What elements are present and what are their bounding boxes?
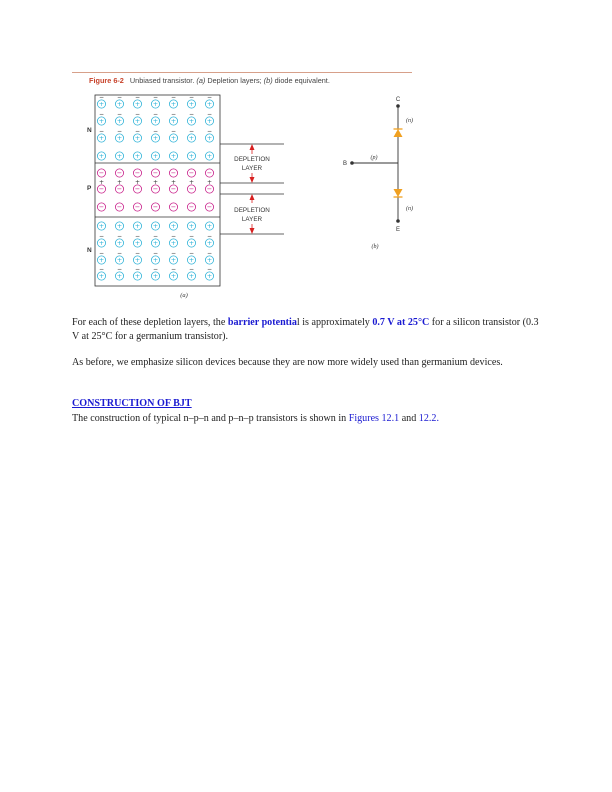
caption-text-1: Unbiased transistor. bbox=[129, 76, 197, 85]
p1-text-middle: l is approximately bbox=[296, 317, 373, 328]
donor-r10-c0-ion-sign: + bbox=[98, 272, 105, 281]
acceptor-r5-c1-ion-sign: − bbox=[116, 185, 123, 194]
base-region-tag: (p) bbox=[370, 155, 378, 161]
free-hole: + bbox=[206, 178, 213, 186]
free-electron: − bbox=[116, 93, 123, 101]
free-electron: − bbox=[152, 127, 159, 135]
donor-r10-c1-ion-sign: + bbox=[116, 272, 123, 281]
barrier-value: 0.7 V at 25°C bbox=[372, 317, 430, 328]
free-electron: − bbox=[170, 93, 177, 101]
donor-r8-c1-ion-sign: + bbox=[116, 239, 123, 248]
donor-r8-c3-ion-sign: + bbox=[152, 239, 159, 248]
donor-r7-c3-ion-sign: + bbox=[152, 222, 159, 231]
paragraph-barrier-potential bbox=[72, 316, 540, 343]
free-electron: − bbox=[98, 232, 105, 240]
donor-r8-c2-ion-sign: + bbox=[134, 239, 141, 248]
donor-r3-c5-ion-sign: + bbox=[188, 152, 195, 161]
ion-grid bbox=[97, 94, 213, 280]
donor-r1-c5-ion-sign: + bbox=[188, 117, 195, 126]
acceptor-r4-c0-ion-sign: − bbox=[98, 169, 105, 178]
donor-r1-c6-ion-sign: + bbox=[206, 117, 213, 126]
region-label-n-bottom: N bbox=[87, 247, 92, 254]
donor-r7-c1-ion-sign: + bbox=[116, 222, 123, 231]
free-electron: − bbox=[188, 127, 195, 135]
collector-region-tag: (n) bbox=[406, 118, 413, 124]
free-electron: − bbox=[170, 127, 177, 135]
collector-terminal-dot bbox=[396, 104, 400, 108]
free-electron: − bbox=[206, 127, 213, 135]
region-label-p: P bbox=[87, 185, 92, 192]
donor-r9-c4-ion-sign: + bbox=[170, 256, 177, 265]
donor-r1-c4-ion-sign: + bbox=[170, 117, 177, 126]
depletion-2-down-arrow bbox=[250, 228, 255, 234]
free-electron: − bbox=[188, 265, 195, 273]
donor-r9-c3-ion-sign: + bbox=[152, 256, 159, 265]
donor-r10-c5-ion-sign: + bbox=[188, 272, 195, 281]
acceptor-r5-c2-ion-sign: − bbox=[134, 185, 141, 194]
donor-r3-c3-ion-sign: + bbox=[152, 152, 159, 161]
acceptor-r6-c2-ion-sign: − bbox=[134, 203, 141, 212]
donor-r9-c5-ion-sign: + bbox=[188, 256, 195, 265]
acceptor-r5-c5-ion-sign: − bbox=[188, 185, 195, 194]
acceptor-r5-c4-ion-sign: − bbox=[170, 185, 177, 194]
region-label-n-top: N bbox=[87, 127, 92, 134]
donor-r10-c6-ion-sign: + bbox=[206, 272, 213, 281]
donor-r0-c6-ion-sign: + bbox=[206, 100, 213, 109]
free-electron: − bbox=[98, 249, 105, 257]
free-electron: − bbox=[134, 232, 141, 240]
free-electron: − bbox=[116, 265, 123, 273]
figures-12-2-link[interactable]: 12.2. bbox=[418, 413, 439, 424]
depletion-1-down-arrow bbox=[250, 177, 255, 183]
free-electron: − bbox=[98, 265, 105, 273]
donor-r3-c1-ion-sign: + bbox=[116, 152, 123, 161]
depletion-1-label-line1: DEPLETION bbox=[234, 156, 270, 163]
free-hole: + bbox=[116, 178, 123, 186]
free-hole: + bbox=[98, 178, 105, 186]
free-electron: − bbox=[188, 93, 195, 101]
caption-text-2: Depletion layers; bbox=[205, 76, 264, 85]
free-electron: − bbox=[170, 265, 177, 273]
acceptor-r5-c3-ion-sign: − bbox=[152, 185, 159, 194]
donor-r10-c3-ion-sign: + bbox=[152, 272, 159, 281]
donor-r2-c6-ion-sign: + bbox=[206, 134, 213, 143]
acceptor-r5-c0-ion-sign: − bbox=[98, 185, 105, 194]
free-electron: − bbox=[206, 265, 213, 273]
acceptor-r4-c3-ion-sign: − bbox=[152, 169, 159, 178]
free-electron: − bbox=[188, 232, 195, 240]
donor-r9-c1-ion-sign: + bbox=[116, 256, 123, 265]
acceptor-r6-c1-ion-sign: − bbox=[116, 203, 123, 212]
donor-r7-c4-ion-sign: + bbox=[170, 222, 177, 231]
donor-r0-c3-ion-sign: + bbox=[152, 100, 159, 109]
free-electron: − bbox=[134, 127, 141, 135]
donor-r2-c5-ion-sign: + bbox=[188, 134, 195, 143]
donor-r9-c6-ion-sign: + bbox=[206, 256, 213, 265]
donor-r3-c0-ion-sign: + bbox=[98, 152, 105, 161]
free-electron: − bbox=[134, 93, 141, 101]
free-electron: − bbox=[116, 232, 123, 240]
donor-r0-c4-ion-sign: + bbox=[170, 100, 177, 109]
free-electron: − bbox=[188, 249, 195, 257]
barrier-potential-link[interactable]: barrier potentia bbox=[227, 317, 297, 328]
donor-r7-c0-ion-sign: + bbox=[98, 222, 105, 231]
free-electron: − bbox=[170, 110, 177, 118]
base-terminal-dot bbox=[350, 161, 354, 165]
emitter-region-tag: (n) bbox=[406, 206, 413, 212]
acceptor-r6-c3-ion-sign: − bbox=[152, 203, 159, 212]
donor-r10-c2-ion-sign: + bbox=[134, 272, 141, 281]
free-electron: − bbox=[206, 110, 213, 118]
collector-diode bbox=[394, 129, 403, 137]
free-electron: − bbox=[134, 110, 141, 118]
depletion-2-label-line1: DEPLETION bbox=[234, 207, 270, 214]
donor-r1-c0-ion-sign: + bbox=[98, 117, 105, 126]
depletion-1-label-line2: LAYER bbox=[241, 165, 263, 172]
free-electron: − bbox=[116, 110, 123, 118]
free-electron: − bbox=[206, 232, 213, 240]
donor-r1-c1-ion-sign: + bbox=[116, 117, 123, 126]
donor-r0-c1-ion-sign: + bbox=[116, 100, 123, 109]
section-heading-construction[interactable]: CONSTRUCTION OF BJT bbox=[72, 398, 192, 409]
donor-r3-c6-ion-sign: + bbox=[206, 152, 213, 161]
acceptor-r4-c1-ion-sign: − bbox=[116, 169, 123, 178]
p3-text-middle: and bbox=[399, 413, 419, 424]
free-hole: + bbox=[188, 178, 195, 186]
donor-r8-c6-ion-sign: + bbox=[206, 239, 213, 248]
donor-r0-c0-ion-sign: + bbox=[98, 100, 105, 109]
free-electron: − bbox=[152, 93, 159, 101]
free-hole: + bbox=[134, 178, 141, 186]
depletion-2-up-arrow bbox=[250, 194, 255, 200]
paragraph-construction bbox=[72, 412, 540, 426]
acceptor-r4-c5-ion-sign: − bbox=[188, 169, 195, 178]
acceptor-r6-c6-ion-sign: − bbox=[206, 203, 213, 212]
caption-part-a: (a) bbox=[196, 76, 206, 85]
acceptor-r4-c6-ion-sign: − bbox=[206, 169, 213, 178]
p1-text-end: for a silicon transistor (0.3 V at 25°C for a germanium transistor). bbox=[72, 317, 539, 342]
donor-r1-c3-ion-sign: + bbox=[152, 117, 159, 126]
acceptor-r4-c2-ion-sign: − bbox=[134, 169, 141, 178]
base-label: B bbox=[342, 161, 348, 167]
free-hole: + bbox=[152, 178, 159, 186]
p3-text-start: The construction of typical n–p–n and p–n–p transistors is shown in bbox=[72, 413, 349, 424]
emitter-diode bbox=[394, 189, 403, 197]
donor-r9-c2-ion-sign: + bbox=[134, 256, 141, 265]
caption-part-b: (b) bbox=[263, 76, 273, 85]
paragraph-silicon-devices: As before, we emphasize silicon devices because they are now more widely used than germanium devices. bbox=[72, 357, 503, 368]
emitter-label: E bbox=[395, 227, 401, 233]
free-electron: − bbox=[134, 249, 141, 257]
p1-text-start: For each of these depletion layers, the bbox=[72, 317, 228, 328]
acceptor-r5-c6-ion-sign: − bbox=[206, 185, 213, 194]
sub-label-a: (a) bbox=[180, 292, 188, 299]
donor-r7-c2-ion-sign: + bbox=[134, 222, 141, 231]
donor-r7-c6-ion-sign: + bbox=[206, 222, 213, 231]
donor-r0-c5-ion-sign: + bbox=[188, 100, 195, 109]
free-electron: − bbox=[116, 249, 123, 257]
acceptor-r6-c4-ion-sign: − bbox=[170, 203, 177, 212]
free-electron: − bbox=[170, 232, 177, 240]
donor-r3-c2-ion-sign: + bbox=[134, 152, 141, 161]
collector-label: C bbox=[395, 97, 401, 103]
caption-text-3: diode equivalent. bbox=[272, 76, 330, 85]
acceptor-r4-c4-ion-sign: − bbox=[170, 169, 177, 178]
donor-r2-c0-ion-sign: + bbox=[98, 134, 105, 143]
donor-r2-c1-ion-sign: + bbox=[116, 134, 123, 143]
free-electron: − bbox=[152, 232, 159, 240]
acceptor-r6-c5-ion-sign: − bbox=[188, 203, 195, 212]
donor-r3-c4-ion-sign: + bbox=[170, 152, 177, 161]
free-electron: − bbox=[170, 249, 177, 257]
free-electron: − bbox=[98, 110, 105, 118]
free-electron: − bbox=[152, 110, 159, 118]
free-electron: − bbox=[152, 265, 159, 273]
transistor-figure bbox=[0, 0, 612, 312]
donor-r2-c4-ion-sign: + bbox=[170, 134, 177, 143]
donor-r8-c0-ion-sign: + bbox=[98, 239, 105, 248]
free-electron: − bbox=[206, 93, 213, 101]
sub-label-b: (b) bbox=[371, 244, 379, 250]
depletion-1-up-arrow bbox=[250, 144, 255, 150]
donor-r1-c2-ion-sign: + bbox=[134, 117, 141, 126]
free-electron: − bbox=[98, 127, 105, 135]
donor-r2-c3-ion-sign: + bbox=[152, 134, 159, 143]
depletion-2-label-line2: LAYER bbox=[241, 216, 263, 223]
donor-r0-c2-ion-sign: + bbox=[134, 100, 141, 109]
free-electron: − bbox=[116, 127, 123, 135]
free-electron: − bbox=[98, 93, 105, 101]
figure-number: Figure 6-2 bbox=[89, 76, 124, 85]
donor-r8-c5-ion-sign: + bbox=[188, 239, 195, 248]
emitter-terminal-dot bbox=[396, 219, 400, 223]
donor-r7-c5-ion-sign: + bbox=[188, 222, 195, 231]
free-electron: − bbox=[134, 265, 141, 273]
donor-r10-c4-ion-sign: + bbox=[170, 272, 177, 281]
donor-r2-c2-ion-sign: + bbox=[134, 134, 141, 143]
acceptor-r6-c0-ion-sign: − bbox=[98, 203, 105, 212]
donor-r9-c0-ion-sign: + bbox=[98, 256, 105, 265]
free-electron: − bbox=[152, 249, 159, 257]
free-hole: + bbox=[170, 178, 177, 186]
figures-12-1-link[interactable]: Figures 12.1 bbox=[348, 413, 400, 424]
free-electron: − bbox=[206, 249, 213, 257]
free-electron: − bbox=[188, 110, 195, 118]
donor-r8-c4-ion-sign: + bbox=[170, 239, 177, 248]
